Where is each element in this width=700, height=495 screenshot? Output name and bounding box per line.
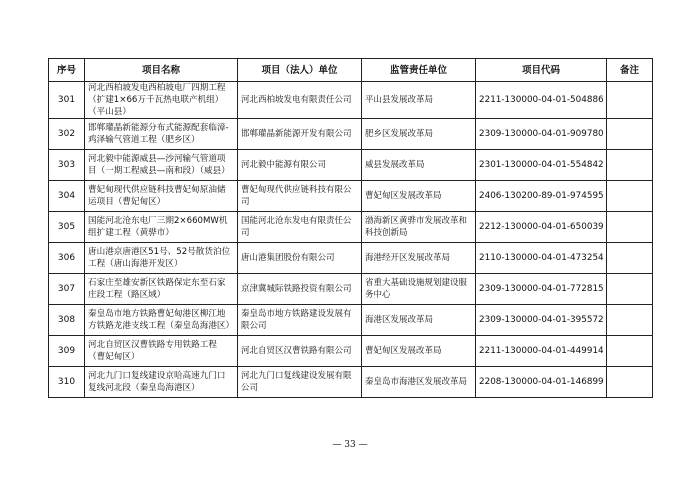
header-note: 备注	[607, 59, 653, 82]
cell-no: 309	[49, 336, 85, 367]
cell-project-code: 2208-130000-04-01-146899	[476, 367, 607, 398]
cell-project-unit: 国能河北沧东发电有限责任公司	[238, 212, 362, 243]
cell-project-unit: 河北毅中能源有限公司	[238, 150, 362, 181]
cell-no: 305	[49, 212, 85, 243]
table-header-row	[49, 59, 653, 82]
table-row	[49, 181, 653, 212]
cell-supervisor: 秦皇岛市海港区发展改革局	[362, 367, 476, 398]
cell-project-unit: 秦皇岛市地方铁路建设发展有限公司	[238, 305, 362, 336]
cell-project-unit: 河北西柏坡发电有限责任公司	[238, 82, 362, 119]
table-row	[49, 274, 653, 305]
cell-supervisor: 威县发展改革局	[362, 150, 476, 181]
header-supervisor: 监管责任单位	[362, 59, 476, 82]
cell-note	[607, 367, 653, 398]
table-row	[49, 82, 653, 119]
cell-project-name: 河北西柏坡发电西柏坡电厂四期工程（扩建1×66万千瓦热电联产机组）（平山县）	[85, 82, 238, 119]
cell-note	[607, 274, 653, 305]
table-row	[49, 150, 653, 181]
document-page	[48, 58, 652, 398]
cell-project-unit: 邯郸瓘晶新能源开发有限公司	[238, 119, 362, 150]
cell-supervisor: 海港区发展改革局	[362, 305, 476, 336]
cell-supervisor: 海港经开区发展改革局	[362, 243, 476, 274]
cell-note	[607, 82, 653, 119]
cell-no: 308	[49, 305, 85, 336]
cell-note	[607, 119, 653, 150]
header-project-code: 项目代码	[476, 59, 607, 82]
cell-project-unit: 京津冀城际铁路投资有限公司	[238, 274, 362, 305]
table-row	[49, 119, 653, 150]
cell-note	[607, 212, 653, 243]
page-number: — 33 —	[332, 440, 368, 450]
cell-no: 310	[49, 367, 85, 398]
cell-supervisor: 省重大基础设施规划建设服务中心	[362, 274, 476, 305]
cell-project-code: 2211-130000-04-01-449914	[476, 336, 607, 367]
cell-supervisor: 曹妃甸区发展改革局	[362, 336, 476, 367]
header-project-name: 项目名称	[85, 59, 238, 82]
cell-project-code: 2406-130200-89-01-974595	[476, 181, 607, 212]
table-row	[49, 305, 653, 336]
cell-note	[607, 336, 653, 367]
cell-note	[607, 181, 653, 212]
cell-no: 306	[49, 243, 85, 274]
cell-no: 303	[49, 150, 85, 181]
cell-no: 307	[49, 274, 85, 305]
cell-supervisor: 曹妃甸区发展改革局	[362, 181, 476, 212]
cell-supervisor: 平山县发展改革局	[362, 82, 476, 119]
project-table	[48, 58, 653, 398]
cell-project-code: 2301-130000-04-01-554842	[476, 150, 607, 181]
cell-project-code: 2309-130000-04-01-909780	[476, 119, 607, 150]
cell-note	[607, 243, 653, 274]
cell-project-name: 曹妃甸现代供应链科技曹妃甸原油储运项目（曹妃甸区）	[85, 181, 238, 212]
cell-note	[607, 305, 653, 336]
cell-project-name: 石家庄至雄安新区铁路保定东至石家庄段工程（路区域）	[85, 274, 238, 305]
cell-project-name: 唐山港京唐港区51号、52号散货泊位工程（唐山海港开发区）	[85, 243, 238, 274]
cell-no: 304	[49, 181, 85, 212]
cell-project-name: 河北九门口复线建设京哈高速九门口复线河北段（秦皇岛海港区）	[85, 367, 238, 398]
cell-project-code: 2110-130000-04-01-473254	[476, 243, 607, 274]
cell-project-unit: 河北九门口复线建设发展有限公司	[238, 367, 362, 398]
cell-project-unit: 唐山港集团股份有限公司	[238, 243, 362, 274]
cell-project-name: 秦皇岛市地方铁路曹妃甸港区柳江地方铁路龙港支线工程（秦皇岛海港区）	[85, 305, 238, 336]
cell-project-code: 2211-130000-04-01-504886	[476, 82, 607, 119]
cell-project-code: 2212-130000-04-01-650039	[476, 212, 607, 243]
cell-project-code: 2309-130000-04-01-395572	[476, 305, 607, 336]
cell-project-name: 国能河北沧东电厂三期2×660MW机组扩建工程（黄骅市）	[85, 212, 238, 243]
cell-no: 302	[49, 119, 85, 150]
cell-project-name: 河北毅中能源威县—沙河输气管道项目（一期工程威县—南和段）（威县）	[85, 150, 238, 181]
cell-project-name: 邯郸瓘晶新能源分布式能源配套临漳-鸡泽输气管道工程（肥乡区）	[85, 119, 238, 150]
cell-supervisor: 肥乡区发展改革局	[362, 119, 476, 150]
cell-project-unit: 曹妃甸现代供应链科技有限公司	[238, 181, 362, 212]
cell-project-code: 2309-130000-04-01-772815	[476, 274, 607, 305]
table-row	[49, 243, 653, 274]
table-row	[49, 212, 653, 243]
cell-note	[607, 150, 653, 181]
table-row	[49, 367, 653, 398]
header-no: 序号	[49, 59, 85, 82]
header-project-unit: 项目（法人）单位	[238, 59, 362, 82]
cell-project-name: 河北自贸区汉曹铁路专用铁路工程（曹妃甸区）	[85, 336, 238, 367]
table-row	[49, 336, 653, 367]
cell-no: 301	[49, 82, 85, 119]
cell-supervisor: 渤海新区黄骅市发展改革和科技创新局	[362, 212, 476, 243]
cell-project-unit: 河北自贸区汉曹铁路有限公司	[238, 336, 362, 367]
